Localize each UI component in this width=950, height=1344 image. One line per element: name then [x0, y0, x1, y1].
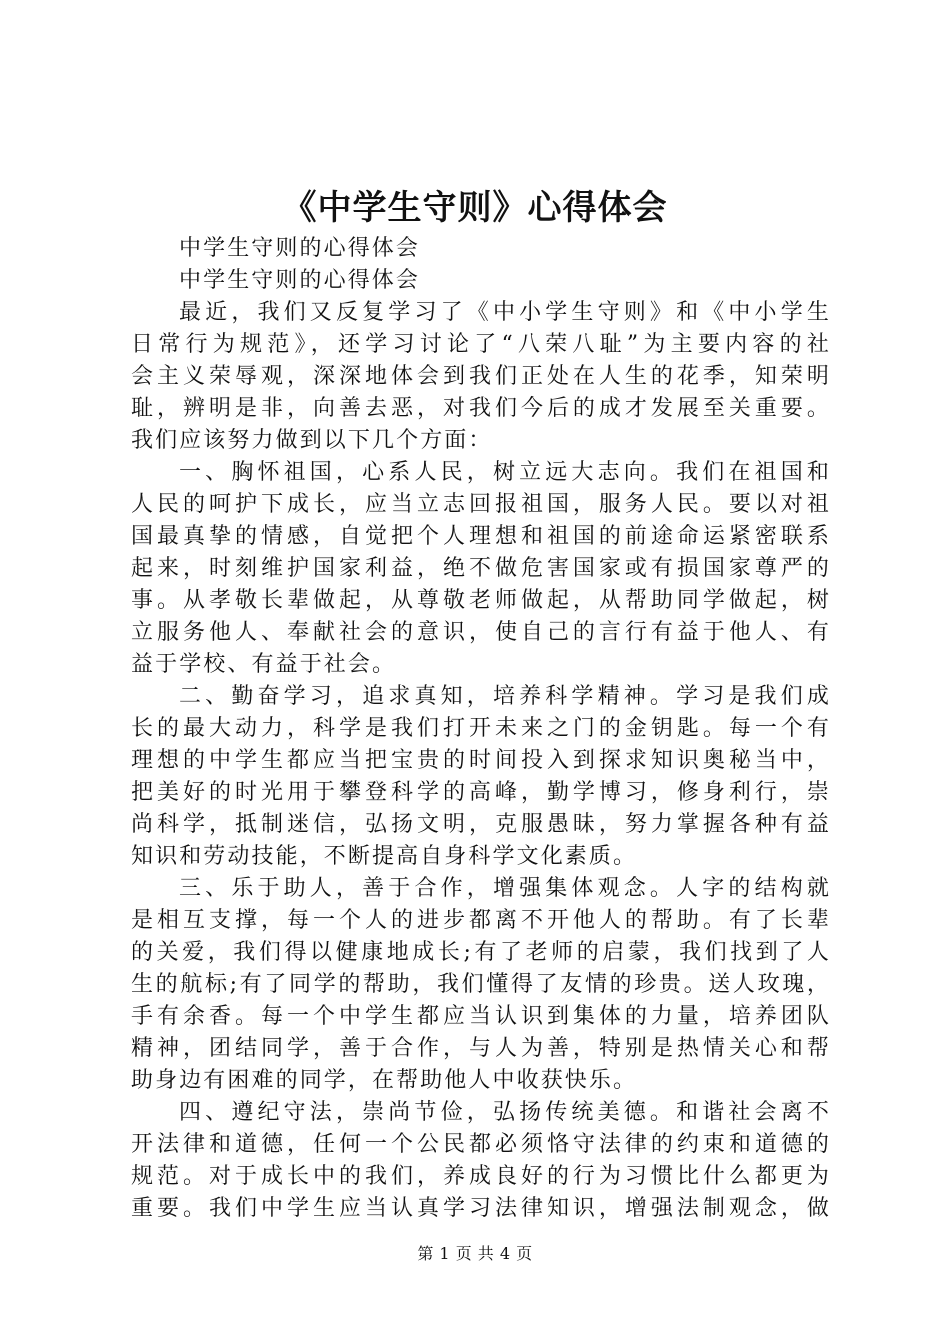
paragraph-line: 事。从孝敬长辈做起，从尊敬老师做起，从帮助同学做起，树 — [131, 588, 831, 613]
paragraph-line: 知识和劳动技能，不断提高自身科学文化素质。 — [131, 844, 638, 869]
document-body — [131, 233, 831, 1225]
paragraph-line: 开法律和道德，任何一个公民都必须恪守法律的约束和道德的 — [131, 1132, 831, 1157]
paragraph-line: 助身边有困难的同学，在帮助他人中收获快乐。 — [131, 1068, 638, 1093]
subtitle-line: 中学生守则的心得体会 — [179, 236, 421, 261]
paragraph-line: 日常行为规范》，还学习讨论了“八荣八耻”为主要内容的社 — [131, 332, 831, 357]
paragraph-line: 三、乐于助人，善于合作，增强集体观念。人字的结构就 — [179, 876, 831, 901]
paragraph-line: 尚科学，抵制迷信，弘扬文明，克服愚昧，努力掌握各种有益 — [131, 812, 831, 837]
document-title: 《中学生守则》心得体会 — [282, 188, 668, 228]
paragraph-line: 耻，辨明是非，向善去恶，对我们今后的成才发展至关重要。 — [131, 396, 831, 421]
paragraph-line: 我们应该努力做到以下几个方面： — [131, 428, 493, 453]
paragraph-line: 起来，时刻维护国家利益，绝不做危害国家或有损国家尊严的 — [131, 556, 831, 581]
subtitle-line: 中学生守则的心得体会 — [179, 268, 421, 293]
paragraph-line: 理想的中学生都应当把宝贵的时间投入到探求知识奥秘当中， — [131, 748, 831, 773]
paragraph-line: 人民的呵护下成长，应当立志回报祖国，服务人民。要以对祖 — [131, 492, 831, 517]
paragraph-line: 立服务他人、奉献社会的意识，使自己的言行有益于他人、有 — [131, 620, 831, 645]
paragraph-line: 一、胸怀祖国，心系人民，树立远大志向。我们在祖国和 — [179, 460, 831, 485]
paragraph-line: 手有余香。每一个中学生都应当认识到集体的力量，培养团队 — [131, 1004, 831, 1029]
paragraph-line: 益于学校、有益于社会。 — [131, 652, 397, 677]
paragraph-line: 国最真挚的情感，自觉把个人理想和祖国的前途命运紧密联系 — [131, 524, 831, 549]
paragraph-line: 是相互支撑，每一个人的进步都离不开他人的帮助。有了长辈 — [131, 908, 831, 933]
paragraph-line: 长的最大动力，科学是我们打开未来之门的金钥匙。每一个有 — [131, 716, 831, 741]
paragraph-line: 把美好的时光用于攀登科学的高峰，勤学博习，修身利行，崇 — [131, 780, 831, 805]
paragraph-line: 的关爱，我们得以健康地成长;有了老师的启蒙，我们找到了人 — [131, 940, 831, 965]
page-number-footer: 第 1 页 共 4 页 — [417, 1244, 533, 1263]
paragraph-line: 最近，我们又反复学习了《中小学生守则》和《中小学生 — [179, 300, 831, 325]
paragraph-line: 重要。我们中学生应当认真学习法律知识，增强法制观念，做 — [131, 1196, 831, 1221]
paragraph-line: 四、遵纪守法，崇尚节俭，弘扬传统美德。和谐社会离不 — [179, 1100, 831, 1125]
paragraph-line: 规范。对于成长中的我们，养成良好的行为习惯比什么都更为 — [131, 1164, 831, 1189]
paragraph-line: 生的航标;有了同学的帮助，我们懂得了友情的珍贵。送人玫瑰， — [131, 972, 831, 997]
paragraph-line: 会主义荣辱观，深深地体会到我们正处在人生的花季，知荣明 — [131, 364, 831, 389]
paragraph-line: 精神，团结同学，善于合作，与人为善，特别是热情关心和帮 — [131, 1036, 831, 1061]
paragraph-line: 二、勤奋学习，追求真知，培养科学精神。学习是我们成 — [179, 684, 831, 709]
